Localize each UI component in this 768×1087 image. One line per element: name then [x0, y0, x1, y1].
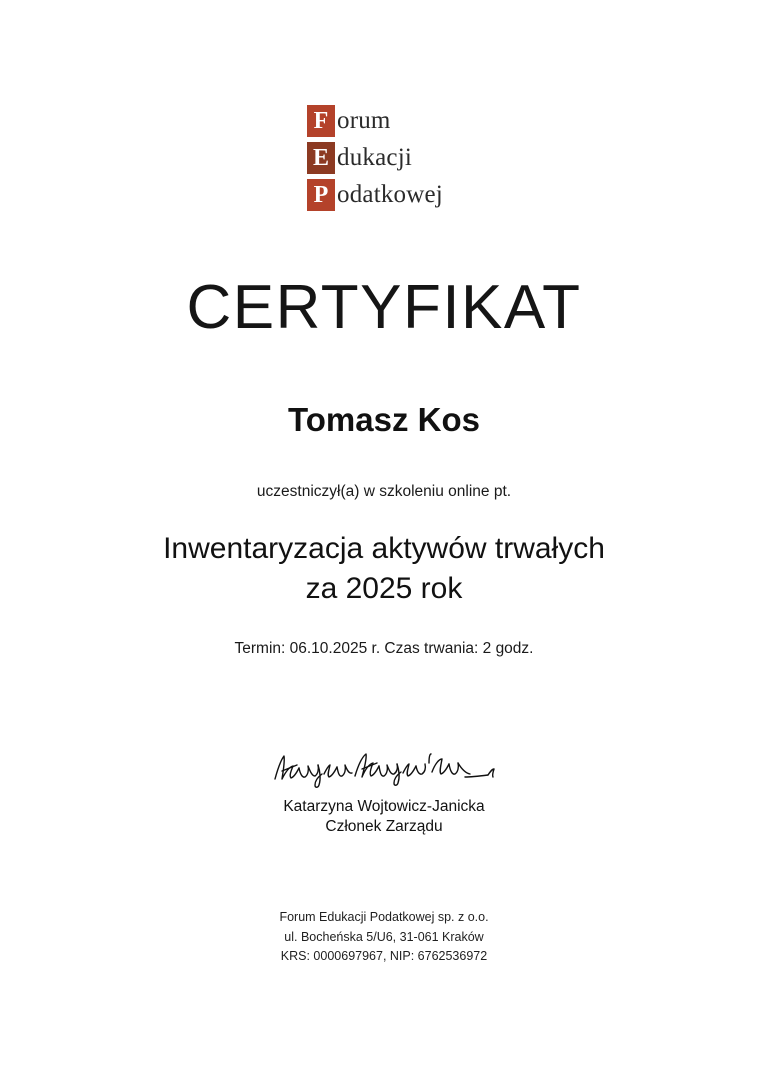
course-title: [163, 529, 605, 608]
logo-letter-e-icon: E: [307, 142, 335, 174]
participation-text: uczestniczył(a) w szkoleniu online pt.: [256, 483, 512, 500]
logo-line-3: [307, 178, 443, 212]
course-title-line-1: Inwentaryzacja aktywów trwałych: [163, 532, 605, 565]
signatory-name: Katarzyna Wojtowicz-Janicka: [283, 798, 485, 816]
logo-line-2: [307, 141, 412, 175]
logo-line-1: [307, 104, 391, 138]
signature-block: [269, 746, 499, 836]
footer-address: ul. Bocheńska 5/U6, 31-061 Kraków: [284, 929, 484, 944]
signatory-role: Członek Zarządu: [325, 818, 443, 836]
recipient-name: Tomasz Kos: [288, 401, 480, 438]
logo-word-forum: orum: [337, 107, 391, 134]
footer-company: Forum Edukacji Podatkowej sp. z o.o.: [279, 910, 489, 925]
footer-block: [279, 908, 488, 966]
company-logo: [307, 104, 473, 215]
logo-word-podatkowej: odatkowej: [337, 181, 443, 208]
page-title: CERTYFIKAT: [186, 273, 582, 342]
logo-word-edukacji: dukacji: [337, 144, 412, 171]
footer-registration: KRS: 0000697967, NIP: 6762536972: [280, 948, 488, 963]
handwritten-signature-icon: [269, 746, 499, 792]
course-term: Termin: 06.10.2025 r. Czas trwania: 2 godz.: [234, 640, 534, 658]
logo-letter-p-icon: P: [307, 179, 335, 211]
course-title-line-2: za 2025 rok: [305, 571, 463, 605]
logo-letter-f-icon: F: [307, 105, 335, 137]
